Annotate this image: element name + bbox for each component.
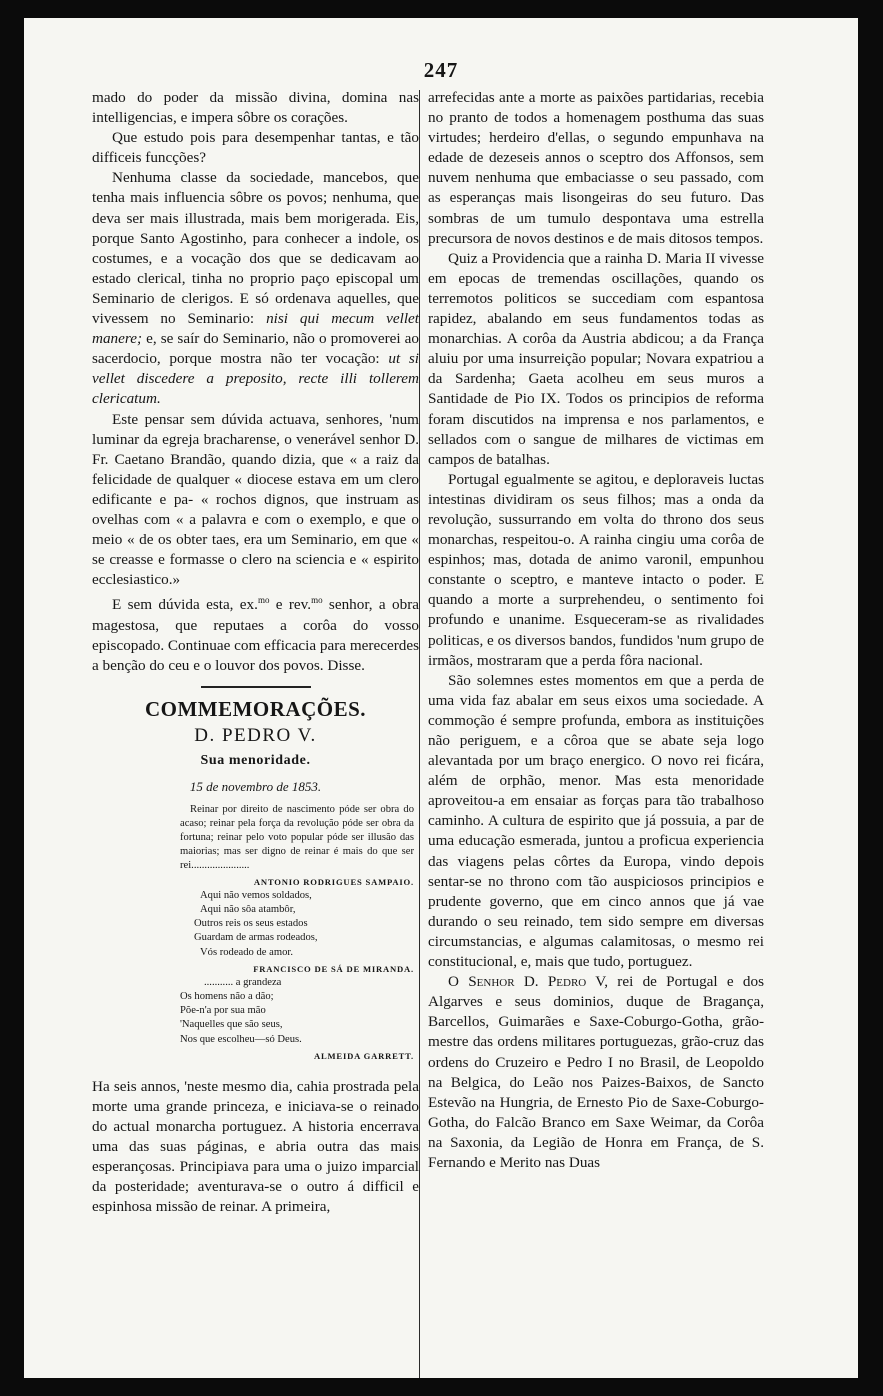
paragraph-text: senhor, a obra magestosa, que reputaes a corôa do vosso episcopado. Continuae com efficacia para merecerdes a benção do ceu e o louvor dos povos. Disse. [92,596,419,674]
latin-quote: nisi qui mecum vellet manere; [92,310,420,348]
column-divider [419,90,420,1378]
epigraph-verse [180,976,414,1047]
paragraph-text: E sem dúvida esta, ex. [112,596,258,614]
section-title: COMMEMORAÇÕES. [144,696,367,721]
page-number: 247 [423,58,459,82]
epigraph-author: ANTONIO RODRIGUES SAMPAIO. [253,876,414,887]
verse-line: 'Naquelles que são seus, [180,1019,283,1031]
epigraph-author: FRANCISCO DE SÁ DE MIRANDA. [253,963,414,974]
superscript: mo [257,595,270,606]
paragraph: arrefecidas ante a morte as paixões partidarias, recebia no pranto de todos a homenagem posthuma das suas virtudes; herdeiro d'ellas, o segundo empunhava na edade de dezeseis annos o sceptro dos Affonsos, sem nuvem nenhuma que embaciasse o seu passado, com as esperanças mais lisongeiras do seu futuro. Das sombras de um tumulo despontava uma estrella precursora de novos destinos e de mais ditosos tempos. [428,89,764,247]
right-column [428,88,764,1173]
verse-line: Põe-n'a por sua mão [180,1005,266,1017]
paragraph-text: Nenhuma classe da sociedade, mancebos, que tenha mais influencia sôbre os povos; nenhuma, que deva ser mais illustrada, mais bem morigerada. Eis, porque Santo Agostinho, para conhecer a indole, os costumes, e a vocação dos que se dedicavam ao estado clerical, tinha no proprio paço episcopal um Seminario de clerigos. E só ordenava aquelles, que vivessem no Seminario: [92,169,419,328]
verse-line: Aqui não sôa atambôr, [200,903,296,915]
epigraph-author: ALMEIDA GARRETT. [313,1050,414,1061]
latin-quote: ut si vellet discedere a preposito, recte illi tollerem clericatum. [92,350,420,408]
verse-line: ........... a grandeza [204,976,282,988]
verse-line: Nos que escolheu—só Deus. [180,1033,302,1045]
verse-line: Os homens não a dão; [180,991,274,1002]
document-page [24,18,858,1378]
paragraph [92,168,419,409]
superscript: mo [311,595,323,606]
epigraph-verse [180,889,414,960]
verse-line: Aqui não vemos soldados, [200,889,312,901]
royal-title: O Senhor D. Pedro V, [448,973,609,991]
paragraph: Este pensar sem dúvida actuava, senhores, 'num luminar da egreja bracharense, o venerável senhor D. Fr. Caetano Brandão, quando dizia, que « a raiz da felicidade de qualquer « diocese estava em um clero edificante e pa- « rochos dignos, que instruam as ovelhas com « a palavra e com o exemplo, e que o meio « de os obter taes, era um Seminario, em que « se creasse e formasse o clero na sciencia e « espirito ecclesiastico.» [92,410,419,589]
paragraph: Que estudo pois para desempenhar tantas, e tão difficeis funcções? [92,129,419,167]
paragraph: Portugal egualmente se agitou, e deploraveis luctas intestinas dividiram os seus filhos; mas a onda da revolução, sussurrando em volta do throno dos seus monarchas, respeitou-o. A rainha cingiu uma corôa de espinhos; mas, dotada de animo varonil, empunhou constante o sceptro, e manteve intacto o poder. E quando a morte a surprehendeu, o sentimento foi profundo e unanime. Esqueceram-se as rivalidades politicas, e os diversos bandos, fundidos 'num grupo de irmãos, mostraram que a perda fôra nacional. [428,470,764,669]
paragraph-text: e, se saír do Seminario, não o promoverei ao sacerdocio, porque mostra não ter vocação: [92,330,419,368]
left-column [92,88,419,1217]
paragraph: São solemnes estes momentos em que a perda de uma vida faz abalar em seus eixos uma sociedade. A commoção é sempre profunda, embora as instituições não periguem, e a côroa que se abate seja logo alevantada por um braço energico. O novo rei ficára, além de orphão, menor. Mas esta menoridade aproveitou-a em ensaiar as forças para tão trabalhoso caminho. A cultura de espirito que já possuia, a par de uma educação esmerada, juntou a proficua experiencia das viagens pelas côrtes da Europa, vindo depois sentar-se no throno com tão auspiciosos principios e prudente governo, que em cinco annos que já vae durando o seu reinado, tem sido sempre em diversas circumstancias, e algumas calamitosas, o mesmo rei constitucional, e, mais que tudo, portuguez. [428,671,764,971]
section-date: 15 de novembro de 1853. [189,778,322,794]
epigraph-quote: Reinar por direito de nascimento póde ser obra do acaso; reinar pela força da revolução póde ser obra da fortuna; reinar pelo voto popular póde ser illusão das maiorias; mas ser digno de reinar é mais do que ser rei...................... [180,803,414,871]
paragraph: Ha seis annos, 'neste mesmo dia, cahia prostrada pela morte uma grande princeza, e iniciava-se o reinado do actual monarcha portuguez. A historia encerrava uma das suas páginas, e abria outra das mais esperançosas. Principiava para uma o juizo imparcial da posteridade; aventurava-se o outro á difficil e espinhosa missão de reinar. A primeira, [92,1077,419,1216]
paragraph: mado do poder da missão divina, domina nas intelligencias, e impera sôbre os corações. [92,89,419,127]
section-subtitle: D. PEDRO V. [194,724,317,746]
paragraph-text: rei de Portugal e dos Algarves e seus dominios, duque de Bragança, Barcellos, Guimarães e Saxe-Coburgo-Gotha, grão-mestre das ordens militares portuguezas, grão-cruz das ordens do Cruzeiro e Pedro I no Brasil, de Leopoldo na Belgica, do Leão nos Paizes-Baixos, de Sancto Estevão na Hungria, de Ernesto Pio de Saxe-Coburgo-Gotha, do Falcão Branco em Saxe Weimar, da Corôa na Saxonia, da Legião de Honra em França, de S. Fernando e Merito nas Duas [428,973,764,1171]
verse-line: Vós rodeado de amor. [200,946,293,958]
paragraph: Quiz a Providencia que a rainha D. Maria II vivesse em epocas de tremendas oscillações, quando os terremotos politicos se succediam com espantosa rapidez, abalando em seus fundamentos todas as monarchias. A corôa da Austria abdicou; a da França aluiu por uma insurreição popular; Novara expatriou a da Sardenha; Gaeta acolheu em seus muros a Santidade de Pio IX. Todos os principios de reforma foram discutidos na imprensa e nos parlamentos, e sellados com o sangue de milhares de victimas em campos de batalhas. [428,249,764,468]
spacer [92,1063,419,1077]
section-subtitle-secondary: Sua menoridade. [200,752,311,768]
paragraph-text: e rev. [269,596,312,614]
section-rule [201,686,311,688]
verse-line: Guardam de armas rodeados, [194,932,318,944]
paragraph [92,590,419,675]
paragraph [428,972,764,1173]
epigraph-block [180,803,414,1063]
verse-line: Outros reis os seus estados [194,918,308,930]
